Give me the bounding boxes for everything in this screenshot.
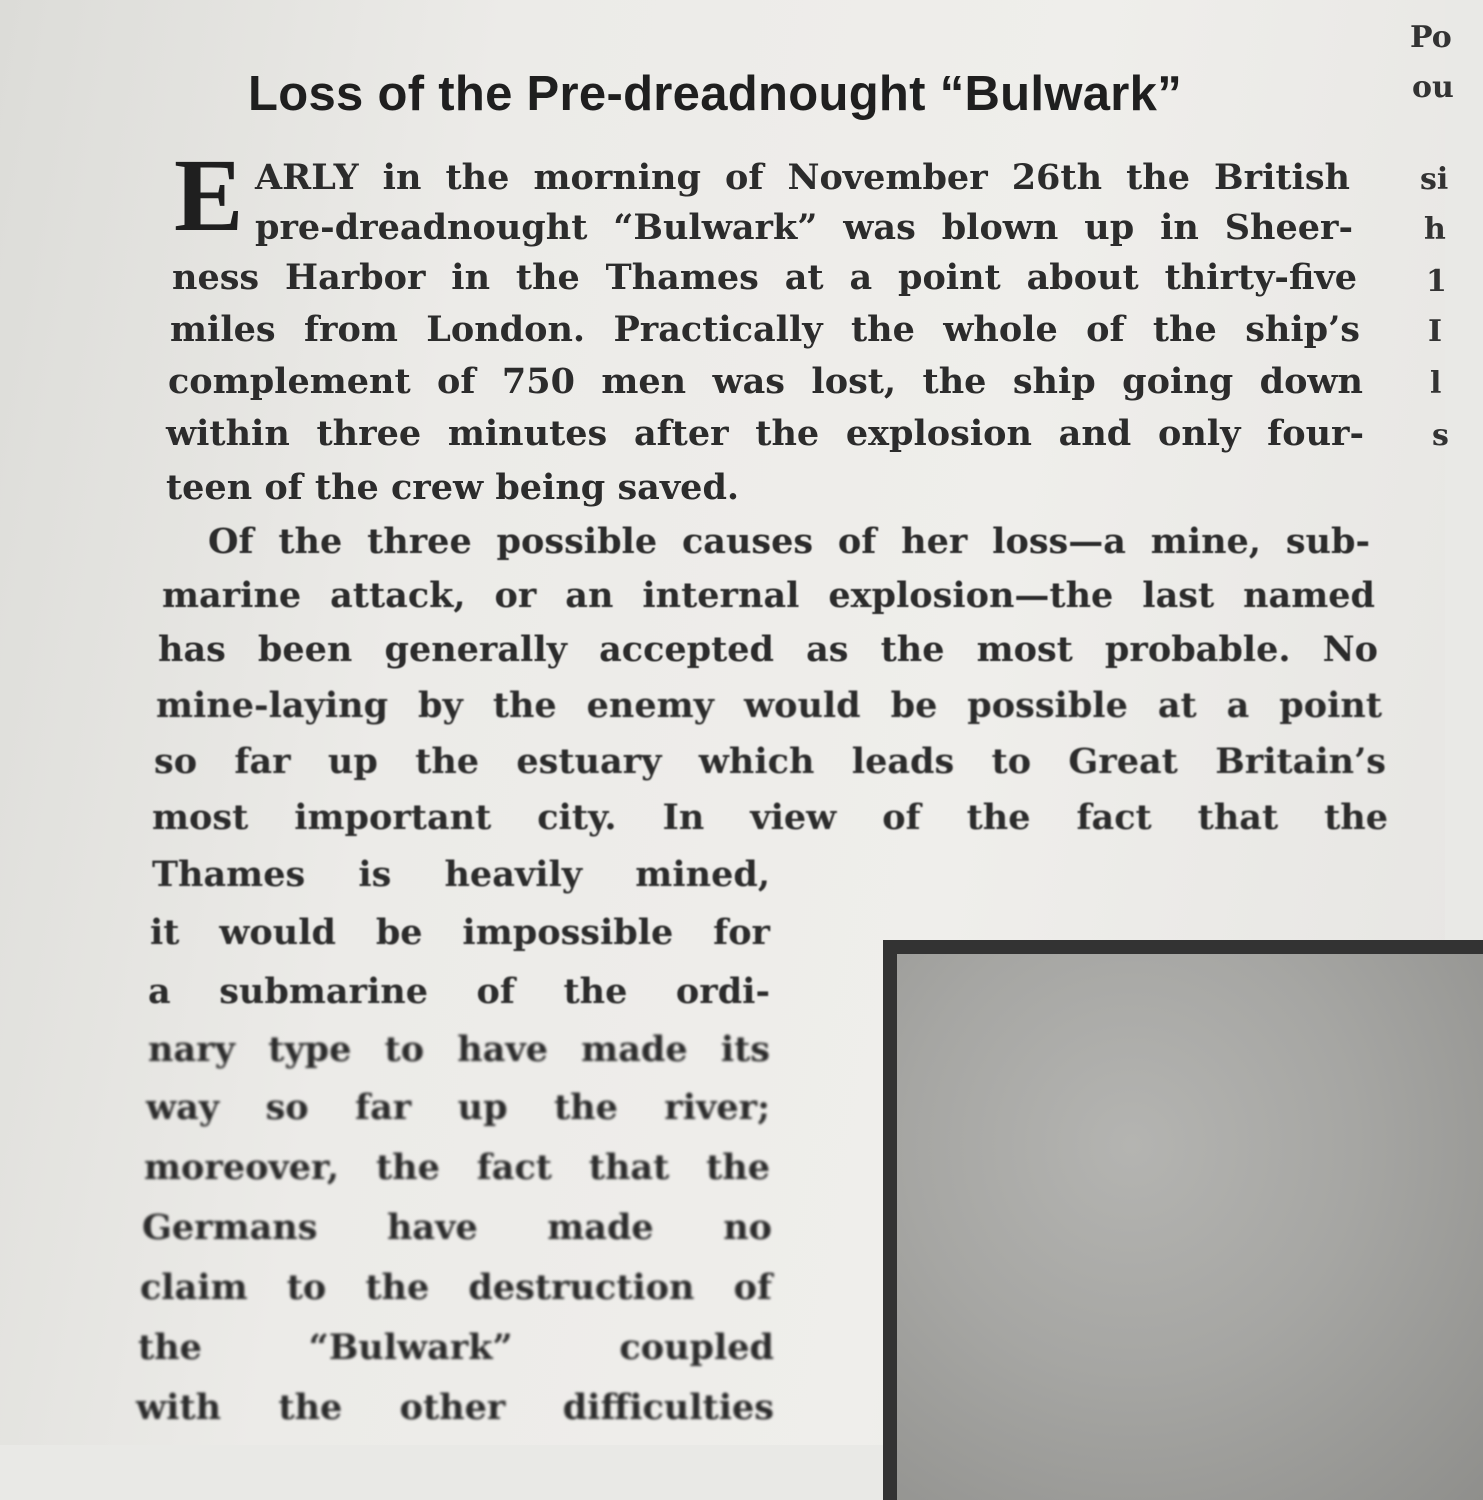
adjacent-fragment-3: si [1420, 162, 1449, 197]
article-title: Loss of the Pre-dreadnought “Bulwark” [248, 67, 1183, 121]
para1-line-5: complement of 750 men was lost, the ship going down [168, 361, 1363, 402]
para2-line-3: has been generally accepted as the most probable. No [158, 629, 1378, 670]
adjacent-fragment-4: h [1424, 212, 1446, 247]
adjacent-fragment-5: 1 [1426, 264, 1447, 299]
narrow-line-10: with the other difficulties [136, 1387, 774, 1428]
para2-line-4: mine-laying by the enemy would be possible at a point [156, 685, 1382, 726]
narrow-line-3: a submarine of the ordi- [148, 971, 770, 1012]
narrow-line-6: moreover, the fact that the [144, 1147, 770, 1188]
narrow-line-1: Thames is heavily mined, [152, 854, 770, 895]
para1-line-2: pre-dreadnought “Bulwark” was blown up in Sheer- [255, 207, 1353, 248]
para2-line-1: Of the three possible causes of her loss—a mine, sub- [208, 521, 1370, 562]
para1-line-4: miles from London. Practically the whole of the ship’s [170, 309, 1360, 350]
para1-line-1: ARLY in the morning of November 26th the British [255, 157, 1350, 198]
photograph-frame [883, 940, 1483, 1500]
adjacent-fragment-1: Po [1410, 20, 1452, 55]
narrow-line-5: way so far up the river; [146, 1087, 770, 1128]
drop-cap: E [174, 138, 244, 253]
adjacent-fragment-7: l [1430, 366, 1442, 401]
narrow-line-2: it would be impossible for [150, 912, 770, 953]
adjacent-fragment-2: ou [1412, 70, 1454, 105]
para1-line-7: teen of the crew being saved. [166, 467, 740, 508]
para2-line-5: so far up the estuary which leads to Great Britain’s [154, 741, 1386, 782]
para2-line-2: marine attack, or an internal explosion—the last named [162, 575, 1375, 616]
para1-line-6: within three minutes after the explosion and only four- [166, 413, 1364, 454]
narrow-line-8: claim to the destruction of [140, 1267, 772, 1308]
photograph-image [897, 954, 1483, 1500]
narrow-line-7: Germans have made no [142, 1207, 772, 1248]
adjacent-fragment-8: s [1432, 418, 1449, 453]
narrow-line-9: the “Bulwark” coupled [138, 1327, 774, 1368]
adjacent-fragment-6: I [1428, 314, 1443, 349]
narrow-line-4: nary type to have made its [148, 1029, 770, 1070]
para2-line-6: most important city. In view of the fact that the [152, 797, 1388, 838]
para1-line-3: ness Harbor in the Thames at a point about thirty-five [172, 257, 1357, 298]
